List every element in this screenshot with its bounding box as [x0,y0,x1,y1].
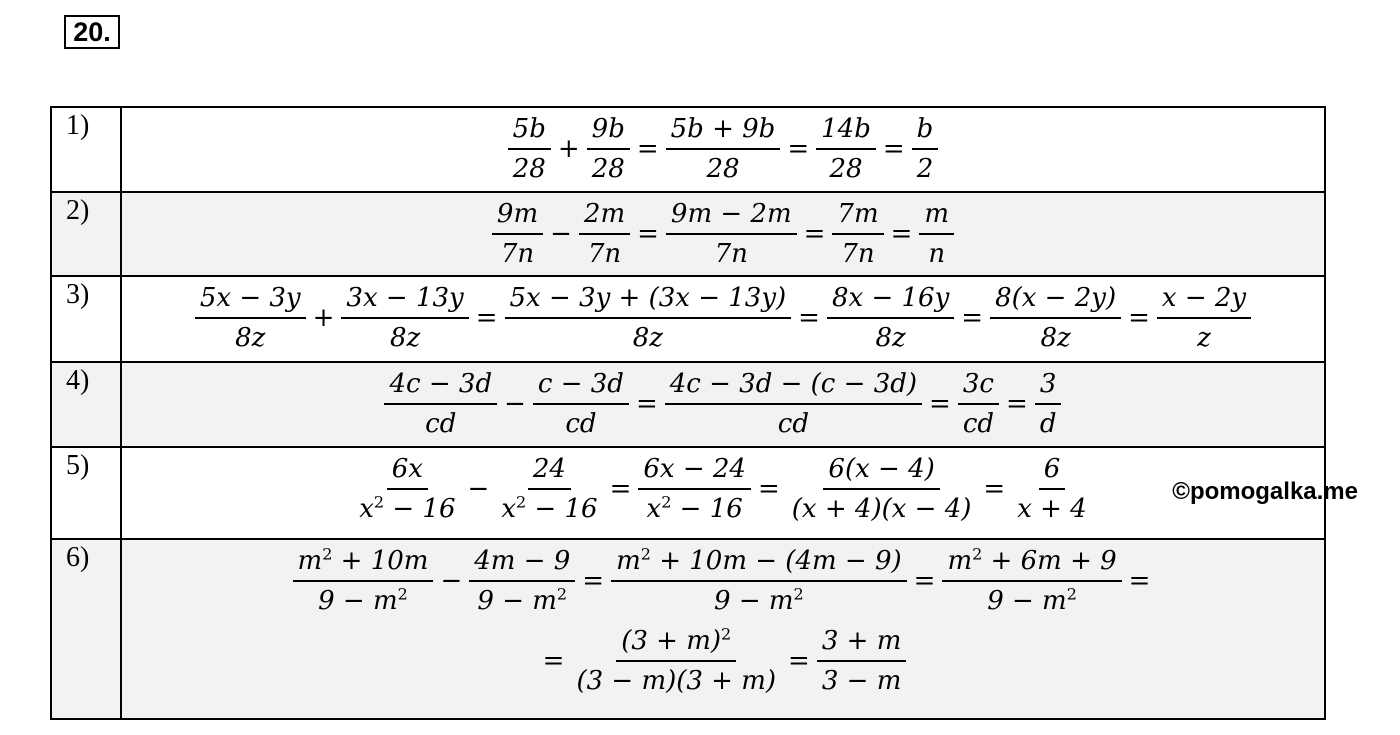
fraction: $\frac{b}{2}$ [912,111,939,187]
fraction: $\frac{4m - 9}{9 - m^2}$ [469,543,575,619]
fraction: $\frac{4c - 3d}{cd}$ [384,366,497,442]
fraction: $\frac{24}{x^2 - 16}$ [496,451,602,527]
fraction: $\frac{x - 2y}{z}$ [1157,280,1251,356]
fraction: $\frac{14b}{28}$ [816,111,876,187]
fraction: $\frac{3 + m}{3 - m}$ [817,623,907,699]
fraction: $\frac{6(x - 4)}{(x + 4)(x - 4)}$ [787,451,977,527]
expression: $\frac{4c - 3d}{cd}$ − $\frac{c - 3d}{cd}$ = $\frac{4c - 3d - (c - 3d)}{cd}$ = $\frac{3c}{cd}$ = $\frac{3}{d}$ [122,363,1324,442]
fraction: $\frac{m^2 + 10m - (4m - 9)}{9 - m^2}$ [611,543,907,619]
row-label: 2) [51,192,121,276]
table-row [51,276,1325,362]
solutions-table [50,106,1358,720]
expression: $\frac{5x - 3y}{8z}$ + $\frac{3x - 13y}{8z}$ = $\frac{5x - 3y + (3x - 13y)}{8z}$ = $\frac{8x - 16y}{8z}$ = $\frac{8(x - 2y)}{8z}$ = $\frac{x - 2y}{z}$ [122,277,1324,356]
expression-cell [121,107,1325,192]
fraction: $\frac{9b}{28}$ [587,111,630,187]
fraction: $\frac{8x - 16y}{8z}$ [827,280,954,356]
fraction: $\frac{(3 + m)^2}{(3 - m)(3 + m)}$ [576,624,777,696]
table-row [51,539,1325,719]
fraction: $\frac{8(x - 2y)}{8z}$ [990,280,1121,356]
fraction: $\frac{3}{d}$ [1035,366,1062,442]
fraction: $\frac{2m}{7n}$ [579,196,630,272]
task-number: 20. [64,15,120,49]
table-row [51,362,1325,447]
row-label: 5) [51,447,121,539]
expression: $\frac{5b}{28}$ + $\frac{9b}{28}$ = $\frac{5b + 9b}{28}$ = $\frac{14b}{28}$ = $\frac{b}{2}$ [122,108,1324,187]
fraction: $\frac{m^2 + 10m}{9 - m^2}$ [293,543,434,619]
expression-cell [121,192,1325,276]
expression-line-2: = $\frac{(3 + m)^2}{(3 - m)(3 + m)}$ = $\frac{3 + m}{3 - m}$ [122,623,1324,699]
fraction: $\frac{5b + 9b}{28}$ [666,111,781,187]
row-label: 3) [51,276,121,362]
fraction: $\frac{m}{n}$ [919,196,954,272]
table-row [51,192,1325,276]
fraction: $\frac{6x - 24}{x^2 - 16}$ [638,451,751,527]
fraction: $\frac{c - 3d}{cd}$ [533,366,629,442]
expression-line-1: $\frac{m^2 + 10m}{9 - m^2}$ − $\frac{4m - 9}{9 - m^2}$ = $\frac{m^2 + 10m - (4m - 9)}{9 - m^2}$ = $\frac{m^2 + 6m + 9}{9 - m^2}$ = [122,540,1324,619]
table-row [51,107,1325,192]
fraction: $\frac{9m - 2m}{7n}$ [666,196,797,272]
fraction: $\frac{9m}{7n}$ [492,196,543,272]
row-label: 1) [51,107,121,192]
table-row [51,447,1325,539]
fraction: $\frac{5b}{28}$ [508,111,551,187]
fraction: $\frac{7m}{7n}$ [832,196,883,272]
watermark: ©pomogalka.me [1172,478,1358,505]
fraction: $\frac{3x - 13y}{8z}$ [341,280,468,356]
expression-cell [121,362,1325,447]
fraction: $\frac{5x - 3y}{8z}$ [195,280,306,356]
expression-cell [121,539,1325,719]
row-label: 6) [51,539,121,719]
fraction: $\frac{5x - 3y + (3x - 13y)}{8z}$ [505,280,792,356]
fraction: $\frac{6}{x + 4}$ [1012,451,1092,527]
expression: $\frac{9m}{7n}$ − $\frac{2m}{7n}$ = $\frac{9m - 2m}{7n}$ = $\frac{7m}{7n}$ = $\frac{m}{n}$ [122,193,1324,272]
expression-cell [121,447,1358,539]
expression-cell [121,276,1325,362]
fraction: $\frac{m^2 + 6m + 9}{9 - m^2}$ [942,543,1121,619]
row-label: 4) [51,362,121,447]
fraction: $\frac{4c - 3d - (c - 3d)}{cd}$ [665,366,922,442]
fraction: $\frac{6x}{x^2 - 16}$ [354,451,460,527]
fraction: $\frac{3c}{cd}$ [958,366,999,442]
expression: $\frac{6x}{x^2 - 16}$ − $\frac{24}{x^2 - 16}$ = $\frac{6x - 24}{x^2 - 16}$ = $\frac{6(x - 4)}{(x + 4)(x - 4)}$ = $\frac{6}{x + 4}$ [122,448,1324,527]
